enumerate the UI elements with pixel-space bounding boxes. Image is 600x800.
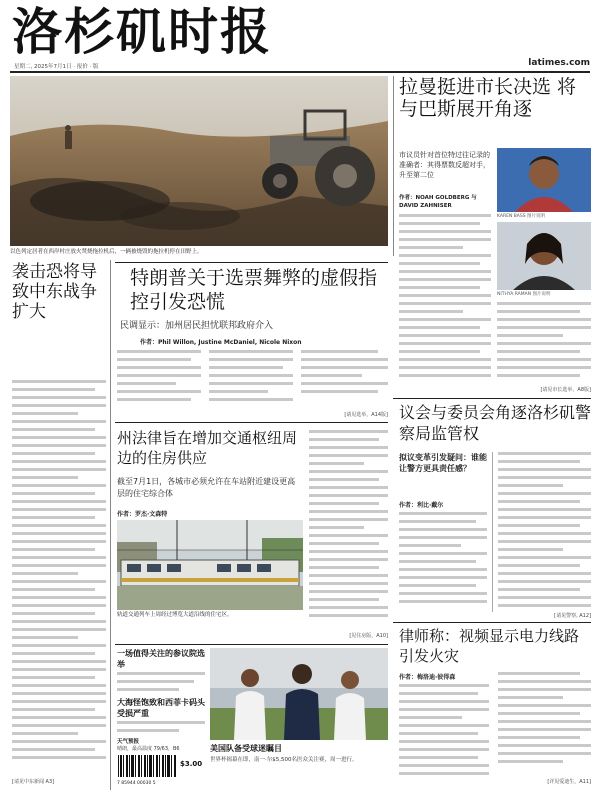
- teaser-senate-title[interactable]: 一场值得关注的参议院选举: [117, 649, 205, 669]
- masthead-title: 洛杉矶时报: [12, 3, 272, 61]
- housing-photo: [117, 520, 303, 610]
- teaser-senate-body: [117, 672, 205, 696]
- housing-headline[interactable]: 州法律旨在增加交通枢纽周边的住房供应: [117, 429, 298, 467]
- rule-above-lawyer: [393, 622, 591, 623]
- left-headline[interactable]: 袭击恐将导致中东战争扩大: [12, 262, 97, 322]
- site-url[interactable]: latimes.com: [528, 58, 590, 68]
- lead-photo: [10, 76, 388, 246]
- right-column-divider: [393, 76, 394, 256]
- council-body-col2: [498, 452, 591, 612]
- council-byline: 作者：利比·戴尔: [399, 502, 444, 509]
- main-continued[interactable]: [请见选举，A14版]: [344, 412, 388, 418]
- main-byline: 作者：Phil Willon, Justine McDaniel, Nicole Nixon: [140, 339, 302, 346]
- lead-continued[interactable]: [请见市长选举，A8版]: [540, 387, 591, 393]
- left-body: [12, 380, 106, 770]
- soccer-teaser: 世界杯揭幕在即，南一·尔$5,500名医众关注赛，周一进行。: [210, 757, 358, 763]
- raman-portrait: [497, 222, 591, 290]
- soccer-headline[interactable]: 美国队备受球迷瞩目: [210, 744, 282, 753]
- price: $3.00: [180, 760, 203, 768]
- masthead-rule: [10, 71, 590, 73]
- lead-body-col1: [399, 214, 491, 384]
- lead-body-col2: [497, 302, 591, 384]
- lead-headline[interactable]: 拉曼挺进市长决选 将与巴斯展开角逐: [399, 76, 577, 120]
- weather-text: 晴朗，最高温度 79/63，B6: [117, 746, 180, 752]
- housing-continued[interactable]: [见住房版，A10]: [349, 633, 388, 639]
- lead-byline: 作者：NOAH GOLDBERG 与 DAVID ZAHNISER: [399, 195, 477, 209]
- rule-below-lead: [393, 398, 591, 399]
- teaser-pier-body: [117, 721, 205, 737]
- left-divider: [110, 260, 111, 790]
- main-deck: 民调显示：加州居民担忧联邦政府介入: [120, 321, 274, 331]
- council-col-divider: [492, 452, 493, 612]
- lawyer-continued[interactable]: [详见爱迪生，A11]: [547, 779, 591, 785]
- barcode: [117, 755, 177, 786]
- rule-above-housing: [115, 422, 388, 423]
- housing-body: [309, 430, 388, 630]
- bass-caption: KAREN BASS 图片说明: [497, 214, 546, 219]
- soccer-photo: [210, 648, 388, 740]
- lawyer-body-col1: [399, 684, 489, 784]
- housing-photo-caption: 轨道交通列车上周经过博览大道沿线的住宅区。: [117, 612, 233, 618]
- housing-deck: 截至7月1日，各城市必须允许在车站附近建设更高层的住宅综合体: [117, 477, 296, 498]
- main-headline[interactable]: 特朗普关于选票舞弊的虚假指控引发恐慌: [130, 267, 378, 313]
- housing-byline: 作者：罗杰·文森特: [117, 511, 168, 518]
- council-body-col1: [399, 512, 487, 612]
- barcode-number: 7 85944 00030 5: [117, 781, 156, 786]
- council-continued[interactable]: [请见警察, A12]: [554, 613, 591, 619]
- left-continued[interactable]: [请见中东新闻 A3]: [12, 779, 55, 785]
- lawyer-headline[interactable]: 律师称：视频显示电力线路引发火灾: [399, 627, 580, 665]
- main-story-top-rule: [115, 262, 388, 263]
- bass-portrait: [497, 148, 591, 212]
- masthead-dateline: 星期二, 2025年7月1日 · 报价 · 版: [14, 64, 99, 70]
- weather-label: 天气预报: [117, 739, 140, 745]
- council-deck: 拟议变革引发疑问：谁能让警方更具责任感？: [399, 453, 487, 473]
- lead-deck: 市议员针对首位特过往记录的准确者：其得票数反超对手，升至第二位: [399, 151, 490, 179]
- teaser-pier-title[interactable]: 大海怪饱致和西菲卡码头受损严重: [117, 698, 205, 718]
- main-body-col2: [209, 350, 293, 410]
- main-body-col3: [301, 350, 388, 410]
- council-headline[interactable]: 议会与委员会角逐洛杉矶警察局监管权: [399, 403, 592, 443]
- main-body-col1: [117, 350, 201, 410]
- raman-caption: NITHYA RAMAN 图片说明: [497, 292, 551, 297]
- lawyer-byline: 作者：梅洛迪·彼得森: [399, 674, 456, 681]
- lead-photo-caption: 以色列定居者在西岸村庄放火焚烧拖拉机后，一辆被烧毁的拖拉机停在田野上。: [10, 249, 203, 255]
- lawyer-body-col2: [498, 672, 591, 776]
- rule-above-bottom: [115, 644, 388, 645]
- burned-tractor-image: [10, 76, 388, 246]
